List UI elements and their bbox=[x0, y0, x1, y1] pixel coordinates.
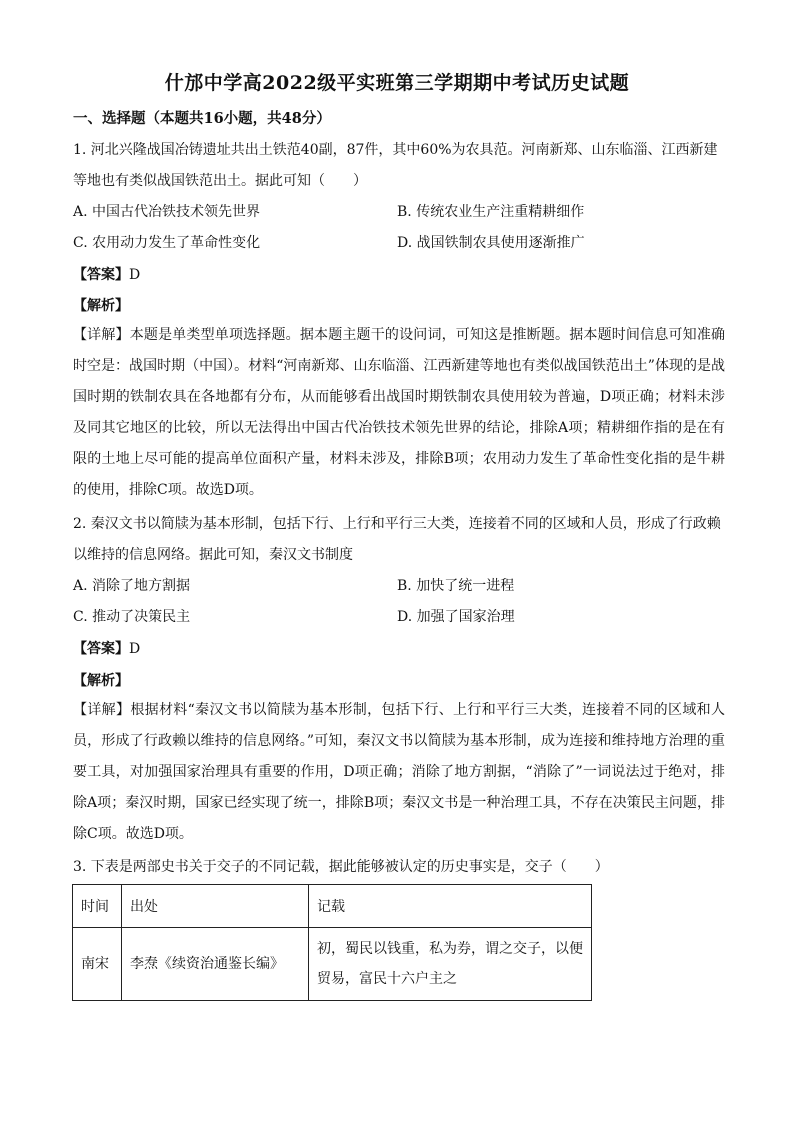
section-heading: 一、选择题（本题共16小题，共48分） bbox=[73, 110, 331, 127]
q1-detail: 【详解】本题是单类型单项选择题。据本题主题干的设问词，可知这是推断题。据本题时间信息可知准确时空是：战国时期（中国）。材料“河南新郑、山东临淄、江西新建等地也有类似战国铁范出土”体现的是战国时期的铁制农具在各地都有分布，从而能够看出战国时期铁制农具使用较为普遍，D项正确；材料未涉及同其它地区的比较，所以无法得出中国古代冶铁技术领先世界的结论，排除A项；精耕细作指的是在有限的土地上尽可能的提高单位面积产量，材料未涉及，排除B项；农用动力发生了革命性变化指的是牛耕的使用，排除C项。故选D项。 bbox=[73, 327, 725, 498]
q1-option-c: C. 农用动力发生了革命性变化 bbox=[73, 235, 261, 251]
q2-answer-tag: 【答案】 bbox=[73, 641, 129, 657]
q2-option-a: A. 消除了地方割据 bbox=[73, 578, 191, 594]
q2-stem-line-2: 以维持的信息网络。据此可知，秦汉文书制度 bbox=[73, 547, 353, 563]
q2-option-d: D. 加强了国家治理 bbox=[397, 609, 515, 625]
q2-option-b: B. 加快了统一进程 bbox=[397, 578, 515, 594]
q1-option-b: B. 传统农业生产注重精耕细作 bbox=[397, 204, 585, 220]
table-header-record: 记载 bbox=[309, 885, 592, 928]
q1-stem-line-1: 1. 河北兴隆战国冶铸遗址共出土铁范40副，87件，其中60%为农具范。河南新郑、山东临淄、江西新建 bbox=[73, 142, 718, 158]
table-header-row bbox=[73, 885, 592, 928]
table-cell-record: 初，蜀民以钱重，私为券，谓之交子，以便贸易，富民十六户主之 bbox=[309, 928, 592, 1001]
table-header-source: 出处 bbox=[122, 885, 309, 928]
page-title: 什邡中学高2022级平实班第三学期期中考试历史试题 bbox=[164, 72, 630, 94]
q1-option-d: D. 战国铁制农具使用逐渐推广 bbox=[397, 235, 585, 251]
q2-answer-value: D bbox=[129, 641, 141, 657]
table-cell-time: 南宋 bbox=[73, 928, 122, 1001]
q1-answer-value: D bbox=[129, 267, 141, 283]
table-header-time: 时间 bbox=[73, 885, 122, 928]
table-row bbox=[73, 928, 592, 1001]
q2-stem-line-1: 2. 秦汉文书以简牍为基本形制，包括下行、上行和平行三大类，连接着不同的区域和人员，形成了行政赖 bbox=[73, 516, 721, 532]
q1-answer bbox=[73, 264, 140, 284]
q1-analysis-tag: 【解析】 bbox=[73, 298, 129, 314]
q2-detail: 【详解】根据材料“秦汉文书以简牍为基本形制，包括下行、上行和平行三大类，连接着不同的区域和人员，形成了行政赖以维持的信息网络。”可知，秦汉文书以简牍为基本形制，成为连接和维持地方治理的重要工具，对加强国家治理具有重要的作用，D项正确；消除了地方割据，“消除了”一词说法过于绝对，排除A项；秦汉时期，国家已经实现了统一，排除B项；秦汉文书是一种治理工具，不存在决策民主问题，排除C项。故选D项。 bbox=[73, 702, 725, 842]
q1-option-a: A. 中国古代冶铁技术领先世界 bbox=[73, 204, 261, 220]
q1-stem-line-2: 等地也有类似战国铁范出土。据此可知（ ） bbox=[73, 173, 367, 189]
q2-analysis-tag: 【解析】 bbox=[73, 673, 129, 689]
q2-answer bbox=[73, 638, 140, 658]
q3-table bbox=[72, 884, 592, 1001]
q2-option-c: C. 推动了决策民主 bbox=[73, 609, 191, 625]
q3-stem: 3. 下表是两部史书关于交子的不同记载，据此能够被认定的历史事实是，交子（ ） bbox=[73, 859, 609, 875]
table-cell-source: 李焘《续资治通鉴长编》 bbox=[122, 928, 309, 1001]
q1-answer-tag: 【答案】 bbox=[73, 267, 129, 283]
